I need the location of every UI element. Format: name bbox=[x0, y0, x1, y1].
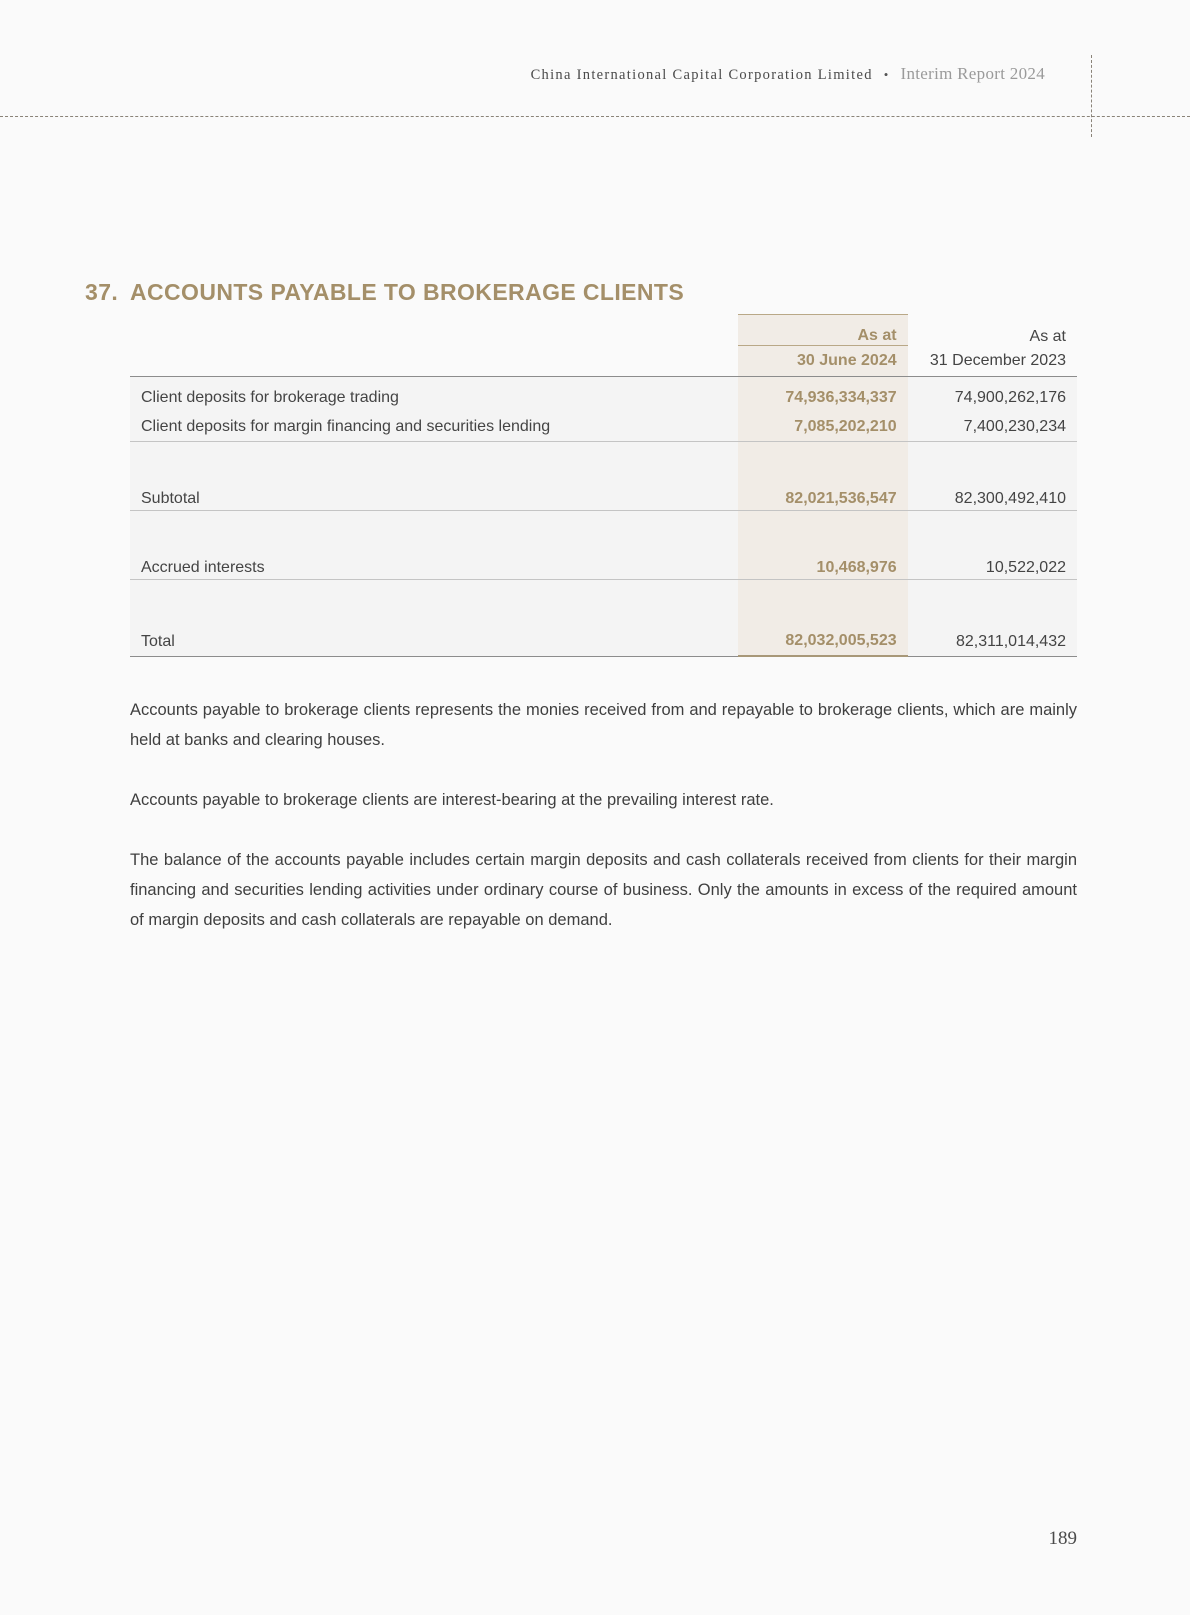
dashed-divider-horizontal bbox=[0, 116, 1190, 117]
note-paragraph: Accounts payable to brokerage clients are interest-bearing at the prevailing interest rate. bbox=[130, 791, 774, 809]
table-header-row bbox=[130, 346, 1077, 377]
row-current-value: 7,085,202,210 bbox=[738, 413, 907, 442]
table-row bbox=[130, 413, 1077, 442]
table-header-row bbox=[130, 315, 1077, 346]
company-name: China International Capital Corporation Limited bbox=[530, 67, 873, 83]
header-prior-line1: As at bbox=[1029, 327, 1066, 345]
section-number: 37. bbox=[85, 279, 119, 305]
dashed-divider-vertical bbox=[1091, 55, 1092, 137]
running-header bbox=[531, 64, 1045, 84]
header-current-date: 30 June 2024 bbox=[738, 346, 907, 377]
section-heading bbox=[85, 279, 684, 306]
row-current-value: 10,468,976 bbox=[738, 511, 907, 580]
row-label: Subtotal bbox=[130, 442, 738, 511]
row-prior-value: 74,900,262,176 bbox=[908, 377, 1077, 414]
report-title: Interim Report 2024 bbox=[900, 64, 1045, 83]
header-label-blank bbox=[130, 346, 738, 377]
row-label: Total bbox=[130, 580, 738, 657]
notes-body bbox=[130, 695, 1077, 965]
table-row-total bbox=[130, 580, 1077, 657]
row-prior-value: 82,311,014,432 bbox=[908, 580, 1077, 657]
row-label: Accrued interests bbox=[130, 511, 738, 580]
table-row bbox=[130, 377, 1077, 414]
header-current-line1: As at bbox=[738, 315, 907, 346]
financial-table bbox=[130, 314, 1077, 657]
table-row-subtotal bbox=[130, 442, 1077, 511]
row-current-value: 82,021,536,547 bbox=[738, 442, 907, 511]
row-prior-value: 82,300,492,410 bbox=[908, 442, 1077, 511]
page-number: 189 bbox=[1048, 1528, 1077, 1549]
row-label: Client deposits for margin financing and securities lending bbox=[130, 413, 738, 442]
row-current-value: 82,032,005,523 bbox=[738, 580, 907, 657]
header-label-blank bbox=[130, 315, 738, 346]
note-paragraph: Accounts payable to brokerage clients represents the monies received from and repayable to brokerage clients, which are mainly held at banks and clearing houses. bbox=[130, 701, 1077, 749]
table-row-accrued-interests bbox=[130, 511, 1077, 580]
row-current-value: 74,936,334,337 bbox=[738, 377, 907, 414]
section-title: ACCOUNTS PAYABLE TO BROKERAGE CLIENTS bbox=[130, 279, 685, 305]
separator-bullet: • bbox=[883, 67, 890, 82]
row-prior-value: 10,522,022 bbox=[908, 511, 1077, 580]
row-prior-value: 7,400,230,234 bbox=[908, 413, 1077, 442]
row-label: Client deposits for brokerage trading bbox=[130, 377, 738, 414]
note-paragraph: The balance of the accounts payable includes certain margin deposits and cash collaterals received from clients for their margin financing and securities lending activities under ordinary course of business. Only the amounts in excess of the required amount of margin deposits and cash collaterals are repayable on demand. bbox=[130, 851, 1077, 929]
header-prior-date: 31 December 2023 bbox=[908, 346, 1077, 377]
